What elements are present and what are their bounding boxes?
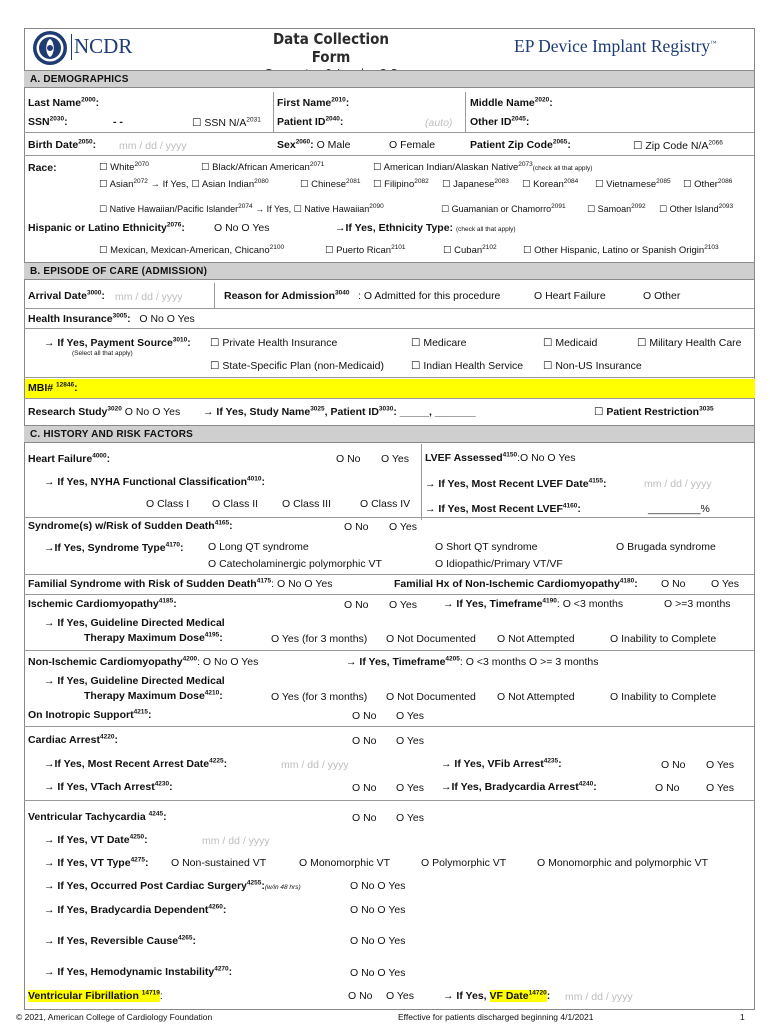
arrest-yes-radio[interactable]: O Yes — [396, 735, 425, 747]
nyha-class1-radio[interactable]: O Class I — [146, 498, 190, 510]
heart-failure-label: Heart Failure$^{4000}$: — [28, 452, 111, 465]
race-vietnamese-checkbox[interactable]: ☐ Vietnamese$^{2085}$ — [595, 177, 671, 190]
vfib-arrest-yes-radio[interactable]: O Yes — [706, 759, 735, 771]
brady-arrest-label: →If Yes, Bradycardia Arrest$^{4240}$: — [441, 780, 597, 793]
recent-lvef-label: → If Yes, Most Recent $LVEF^{4160}$: — [425, 502, 581, 515]
study-name-field[interactable]: → If Yes, Study Name$^{3025}$, Patient $ID^{3030}$: _____, _______ — [203, 405, 476, 418]
org-name: NCDR — [74, 34, 133, 58]
hemodynamic-label: → If Yes, Hemodynamic Instability$^{4270}$: — [44, 965, 233, 978]
vf-label: Ventricular Fibrillation $^{14719}$: — [28, 989, 163, 1002]
vf-date-input[interactable]: mm / dd / yyyy — [565, 991, 633, 1003]
reversible-cause-radio[interactable]: O No O Yes — [350, 935, 406, 947]
gdmt-label: → If Yes, Guideline Directed Medical — [44, 617, 225, 629]
long-qt-radio[interactable]: O Long QT syndrome — [208, 541, 309, 553]
medicare-checkbox[interactable]: ☐ Medicare — [411, 337, 467, 349]
select-all-note: (Select all that apply) — [72, 350, 133, 357]
nicm-gdmt-not-att-radio[interactable]: O Not Attempted — [497, 691, 575, 703]
sex-female-radio[interactable]: O Female — [389, 139, 436, 151]
vt-date-label: → If Yes, VT Date$^{4250}$: — [44, 833, 148, 846]
vtach-arrest-no-radio[interactable]: O No — [352, 782, 377, 794]
nicm-gdmt-not-doc-radio[interactable]: O Not Documented — [386, 691, 476, 703]
vf-date-label: → If Yes, VF Date$^{14720}$: — [443, 989, 551, 1002]
section-a-header: A. DEMOGRAPHICS — [24, 70, 754, 88]
scd-yes-radio[interactable]: O Yes — [389, 521, 418, 533]
title-text: Data Collection Form — [272, 30, 390, 66]
ihs-checkbox[interactable]: ☐ Indian Health Service — [411, 360, 524, 372]
race-japanese-checkbox[interactable]: ☐ Japanese$^{2083}$ — [442, 177, 509, 190]
nicm-gdmt-yes3-radio[interactable]: O Yes (for 3 months) — [271, 691, 368, 703]
scd-no-radio[interactable]: O No — [344, 521, 369, 533]
post-surgery-radio[interactable]: O No O Yes — [350, 880, 406, 892]
page-number: 1 — [740, 1012, 745, 1022]
vt-mono-poly-radio[interactable]: O Monomorphic and polymorphic VT — [537, 857, 708, 869]
reversible-cause-label: → If Yes, Reversible Cause$^{4265}$: — [44, 934, 197, 947]
gdmt-label-2: Therapy Maximum Dose$^{4195}$: — [84, 631, 223, 644]
nicm-field[interactable]: Non-Ischemic Cardiomyopathy$^{4200}$: O No O Yes — [28, 655, 259, 668]
vt-label: Ventricular Tachycardia $^{4245}$: — [28, 810, 167, 823]
vt-polymorphic-radio[interactable]: O Polymorphic VT — [421, 857, 507, 869]
nyha-label: → If Yes, NYHA Functional Classification$^{4010}$: — [44, 475, 266, 488]
hispanic-label: Hispanic or Latino Ethnicity$^{2076}$: — [28, 221, 185, 234]
ssn-na-checkbox[interactable]: ☐ SSN $N/A^{2031}$ — [192, 116, 261, 129]
registry-text: EP Device Implant Registry — [514, 36, 711, 56]
gdmt-inability-radio[interactable]: O Inability to Complete — [610, 633, 717, 645]
vt-yes-radio[interactable]: O Yes — [396, 812, 425, 824]
private-insurance-checkbox[interactable]: ☐ Private Health Insurance — [210, 337, 338, 349]
medicaid-checkbox[interactable]: ☐ Medicaid — [543, 337, 598, 349]
patient-restriction-checkbox[interactable]: ☐ Patient Restriction$^{3035}$ — [594, 405, 714, 418]
zip-code-field[interactable]: Patient Zip Code$^{2065}$: — [470, 138, 571, 151]
other-radio[interactable]: O Other — [643, 290, 681, 302]
ethnicity-other-checkbox[interactable]: ☐ Other Hispanic, Latino or Spanish Origin$^{2103}$ — [523, 243, 719, 256]
inotropic-label: On Inotropic Support$^{4215}$: — [28, 708, 152, 721]
sex-field[interactable]: Sex$^{2060}$: O Male — [277, 138, 351, 151]
recent-lvef-input[interactable]: _________% — [648, 503, 710, 515]
nyha-class4-radio[interactable]: O Class IV — [360, 498, 411, 510]
health-insurance-field[interactable]: Health Insurance$^{3005}$: O No O Yes — [28, 312, 195, 325]
nicm-gdmt-label-2: Therapy Maximum Dose$^{4210}$: — [84, 689, 223, 702]
brady-dependent-label: → If Yes, Bradycardia Dependent$^{4260}$: — [44, 903, 227, 916]
military-checkbox[interactable]: ☐ Military Health Care — [637, 337, 742, 349]
vt-nonsustained-radio[interactable]: O Non-sustained VT — [171, 857, 267, 869]
familial-hx-nicm-label: Familial Hx of Non-Ischemic Cardiomyopathy$^{4180}$: — [394, 577, 638, 590]
hf-yes-radio[interactable]: O Yes — [381, 453, 410, 465]
inotropic-no-radio[interactable]: O No — [352, 710, 377, 722]
hemodynamic-radio[interactable]: O No O Yes — [350, 967, 406, 979]
payment-source-label: → If Yes, Payment Source$^{3010}$: — [44, 336, 191, 349]
vfib-arrest-label: → If Yes, VFib Arrest$^{4235}$: — [441, 757, 562, 770]
middle-name-field[interactable]: Middle Name$^{2020}$: — [470, 96, 553, 109]
inotropic-yes-radio[interactable]: O Yes — [396, 710, 425, 722]
mbi-field[interactable]: MBI# $^{12846}$: — [28, 381, 78, 394]
nyha-class3-radio[interactable]: O Class III — [282, 498, 332, 510]
arrival-date-label: Arrival Date$^{3000}$: — [28, 289, 105, 302]
recent-lvef-date-input[interactable]: mm / dd / yyyy — [644, 478, 712, 490]
scd-label: Syndrome(s) w/Risk of Sudden Death$^{4165}$: — [28, 519, 233, 532]
ethnicity-cuban-checkbox[interactable]: ☐ Cuban$^{2102}$ — [443, 243, 497, 256]
auto-placeholder: (auto) — [425, 117, 453, 129]
gdmt-not-doc-radio[interactable]: O Not Documented — [386, 633, 476, 645]
race-filipino-checkbox[interactable]: ☐ Filipino$^{2082}$ — [373, 177, 429, 190]
race-other-checkbox[interactable]: ☐ Other$^{2086}$ — [683, 177, 733, 190]
race-black-checkbox[interactable]: ☐ Black/African American$^{2071}$ — [201, 160, 325, 173]
non-us-checkbox[interactable]: ☐ Non-US Insurance — [543, 360, 642, 372]
race-korean-checkbox[interactable]: ☐ Korean$^{2084}$ — [522, 177, 579, 190]
ethnicity-puerto-rican-checkbox[interactable]: ☐ Puerto Rican$^{2101}$ — [325, 243, 406, 256]
copyright: © 2021, American College of Cardiology Foundation — [16, 1012, 213, 1022]
heart-failure-radio[interactable]: O Heart Failure — [534, 290, 606, 302]
gdmt-not-att-radio[interactable]: O Not Attempted — [497, 633, 575, 645]
short-qt-radio[interactable]: O Short QT syndrome — [435, 541, 538, 553]
vtach-arrest-label: → If Yes, VTach Arrest$^{4230}$: — [44, 780, 173, 793]
vt-monomorphic-radio[interactable]: O Monomorphic VT — [299, 857, 391, 869]
race-chinese-checkbox[interactable]: ☐ Chinese$^{2081}$ — [300, 177, 361, 190]
icm-yes-radio[interactable]: O Yes — [389, 599, 418, 611]
recent-lvef-date-label: → If Yes, Most Recent LVEF Date$^{4155}$: — [425, 477, 607, 490]
brady-dependent-radio[interactable]: O No O Yes — [350, 904, 406, 916]
birth-date-input[interactable]: mm / dd / yyyy — [119, 140, 187, 152]
arrival-date-input[interactable]: mm / dd / yyyy — [115, 291, 183, 303]
icm-no-radio[interactable]: O No — [344, 599, 369, 611]
arrest-date-input[interactable]: mm / dd / yyyy — [281, 759, 349, 771]
race-guamanian-checkbox[interactable]: ☐ Guamanian or Chamorro$^{2091}$ — [441, 203, 566, 214]
vf-no-radio[interactable]: O No — [348, 990, 373, 1002]
ssn-field[interactable]: $SSN^{2030}$: — [28, 115, 68, 128]
ssn-mask: - - — [113, 116, 123, 128]
race-asian-checkbox[interactable]: ☐ Asian$^{2072}$ → If Yes, ☐ Asian Indian$^{2080}$ — [99, 177, 269, 190]
effective-date: Effective for patients discharged beginning 4/1/2021 — [398, 1012, 594, 1022]
race-white-checkbox[interactable]: ☐ White$^{2070}$ — [99, 160, 149, 173]
section-b-header: B. EPISODE OF CARE (ADMISSION) — [24, 262, 754, 280]
idiopathic-radio[interactable]: O Idiopathic/Primary VT/VF — [435, 558, 563, 570]
mbi-highlight — [25, 379, 755, 398]
vt-no-radio[interactable]: O No — [352, 812, 377, 824]
lvef-assessed-field[interactable]: LVEF Assessed$^{4150}$:O No O Yes — [425, 451, 576, 464]
hispanic-radio[interactable]: O No O Yes — [214, 222, 270, 234]
cpvt-radio[interactable]: O Catecholaminergic polymorphic VT — [208, 558, 382, 570]
reason-admission-label: Reason for Admission$^{3040}$ — [224, 289, 350, 302]
state-plan-checkbox[interactable]: ☐ State-Specific Plan (non-Medicaid) — [210, 360, 384, 372]
nicm-gdmt-inability-radio[interactable]: O Inability to Complete — [610, 691, 717, 703]
race-label: Race: — [28, 162, 57, 174]
post-surgery-label: → If Yes, Occurred Post Cardiac Surgery$^{4255}$:(w/in 48 hrs) — [44, 879, 301, 892]
first-name-field[interactable]: First Name$^{2010}$: — [277, 96, 350, 109]
vtach-arrest-yes-radio[interactable]: O Yes — [396, 782, 425, 794]
patient-id-field[interactable]: Patient $ID^{2040}$: — [277, 115, 344, 128]
vt-type-label: → If Yes, VT Type$^{4275}$: — [44, 856, 149, 869]
race-samoan-checkbox[interactable]: ☐ Samoan$^{2092}$ — [587, 203, 646, 214]
arrest-date-label: →If Yes, Most Recent Arrest Date$^{4225}$: — [44, 757, 228, 770]
gdmt-yes3-radio[interactable]: O Yes (for 3 months) — [271, 633, 368, 645]
fam-hx-no-radio[interactable]: O No — [661, 578, 686, 590]
admitted-radio[interactable]: : O Admitted for this procedure — [358, 290, 501, 302]
hf-no-radio[interactable]: O No — [336, 453, 361, 465]
section-c-header: C. HISTORY AND RISK FACTORS — [24, 425, 754, 443]
brady-arrest-yes-radio[interactable]: O Yes — [706, 782, 735, 794]
icm-ge3-radio[interactable]: O >=3 months — [664, 598, 731, 610]
nicm-timeframe-field[interactable]: → If Yes, Timeframe$^{4205}$: O <3 months O >= 3 months — [346, 655, 599, 668]
vt-date-input[interactable]: mm / dd / yyyy — [202, 835, 270, 847]
other-id-field[interactable]: Other $ID^{2045}$: — [470, 115, 530, 128]
ethnicity-mexican-checkbox[interactable]: ☐ Mexican, Mexican-American, Chicano$^{2100}$ — [99, 243, 285, 256]
trademark: ™ — [710, 40, 717, 48]
familial-scd-field[interactable]: Familial Syndrome with Risk of Sudden Death$^{4175}$: O No O Yes — [28, 577, 333, 590]
vf-yes-radio[interactable]: O Yes — [386, 990, 415, 1002]
icm-label: Ischemic Cardiomyopathy$^{4185}$: — [28, 597, 177, 610]
nicm-gdmt-label: → If Yes, Guideline Directed Medical — [44, 675, 225, 687]
nyha-class2-radio[interactable]: O Class II — [212, 498, 259, 510]
ethnicity-type-label: →If Yes, Ethnicity Type: (check all that apply) — [335, 222, 516, 234]
birth-date-label: Birth Date$^{2050}$: — [28, 138, 97, 151]
race-other-island-checkbox[interactable]: ☐ Other Island$^{2093}$ — [659, 203, 734, 214]
brugada-radio[interactable]: O Brugada syndrome — [616, 541, 716, 553]
brady-arrest-no-radio[interactable]: O No — [655, 782, 680, 794]
cardiac-arrest-label: Cardiac Arrest$^{4220}$: — [28, 733, 118, 746]
vfib-arrest-no-radio[interactable]: O No — [661, 759, 686, 771]
zip-na-checkbox[interactable]: ☐ Zip Code $N/A^{2066}$ — [633, 139, 723, 152]
last-name-field[interactable]: Last Name$^{2000}$: — [28, 96, 100, 109]
syndrome-type-label: →If Yes, Syndrome Type$^{4170}$: — [44, 541, 184, 554]
research-study-field[interactable]: Research Study$^{3020}$ O No O Yes — [28, 405, 181, 418]
race-nhpi-checkbox[interactable]: ☐ Native Hawaiian/Pacific Islander$^{2074}$ → If Yes, ☐ Native Hawaiian$^{2090}$ — [99, 203, 384, 214]
icm-timeframe-field[interactable]: → If Yes, Timeframe$^{4190}$: O <3 months — [443, 597, 624, 610]
fam-hx-yes-radio[interactable]: O Yes — [711, 578, 740, 590]
arrest-no-radio[interactable]: O No — [352, 735, 377, 747]
race-amind-checkbox[interactable]: ☐ American Indian/Alaskan Native$^{2073}$(check all that apply) — [373, 160, 593, 173]
